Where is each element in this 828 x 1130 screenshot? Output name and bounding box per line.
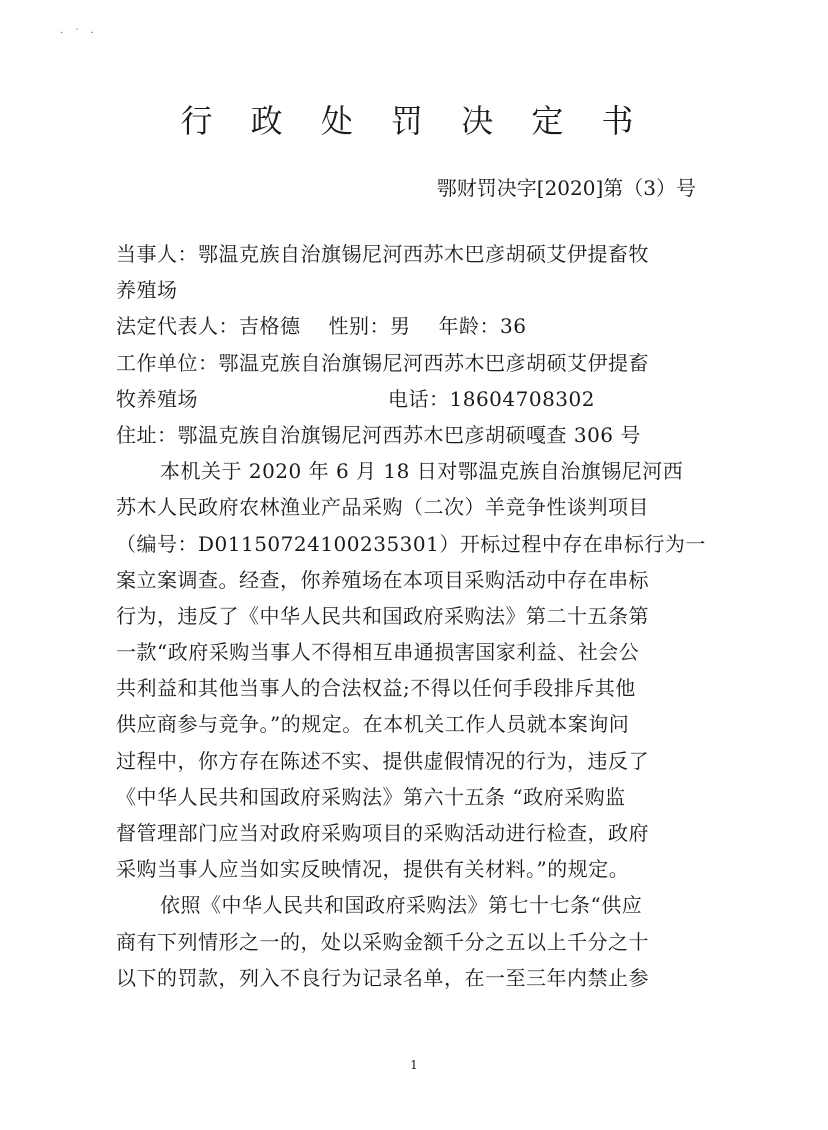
para2-line: 以下的罚款，列入不良行为记录名单，在一至三年内禁止参 [116,965,649,990]
para1-line: 供应商参与竞争。”的规定。在本机关工作人员就本案询问 [116,712,630,737]
para1-line: 苏木人民政府农林渔业产品采购（二次）羊竞争性谈判项目 [116,495,649,520]
para1-line: 共利益和其他当事人的合法权益;不得以任何手段排斥其他 [116,676,636,701]
para2-line: 依照《中华人民共和国政府采购法》第七十七条“供应 [160,893,643,918]
para1-line: 过程中，你方存在陈述不实、提供虚假情况的行为，违反了 [116,748,649,773]
representative-line [116,308,716,344]
work-unit-line-cont [116,381,716,417]
representative-label: 法定代表人：吉格德 [116,314,301,339]
para1-line: 《中华人民共和国政府采购法》第六十五条 “政府采购监 [116,784,626,809]
work-unit-cont: 牧养殖场 [116,386,198,411]
work-unit-line: 工作单位：鄂温克族自治旗锡尼河西苏木巴彦胡硕艾伊提畜 [116,350,649,375]
gender-label: 性别：男 [328,314,411,339]
party-line: 当事人：鄂温克族自治旗锡尼河西苏木巴彦胡硕艾伊提畜牧 [116,242,649,266]
para1-line: 案立案调查。经查，你养殖场在本项目采购活动中存在串标 [116,567,649,592]
para1-line: 行为，违反了《中华人民共和国政府采购法》第二十五条第 [116,603,649,628]
para1-line: （编号：D01150724100235301）开标过程中存在串标行为一 [116,531,706,556]
party-line-cont: 养殖场 [116,278,178,303]
document-title: 行 政 处 罚 决 定 书 [180,102,648,140]
page-number: 1 [410,1058,418,1072]
address-line: 住址：鄂温克族自治旗锡尼河西苏木巴彦胡硕嘎查 306 号 [116,422,641,447]
para1-line: 督管理部门应当对政府采购项目的采购活动进行检查，政府 [116,821,649,845]
para2-line: 商有下列情形之一的，处以采购金额千分之五以上千分之十 [116,929,649,954]
phone-label: 电话：18604708302 [388,386,595,411]
document-body [116,236,716,996]
para1-line: 采购当事人应当如实反映情况，提供有关材料。”的规定。 [116,857,630,882]
para1-line: 一款“政府采购当事人不得相互串通损害国家利益、社会公 [116,640,640,665]
age-label: 年龄：36 [438,314,527,339]
para1-line: 本机关于 2020 年 6 月 18 日对鄂温克族自治旗锡尼河西 [160,459,684,484]
scan-specks: · ˙ · [60,28,98,39]
document-number: 鄂财罚决字[2020]第（3）号 [436,176,696,200]
